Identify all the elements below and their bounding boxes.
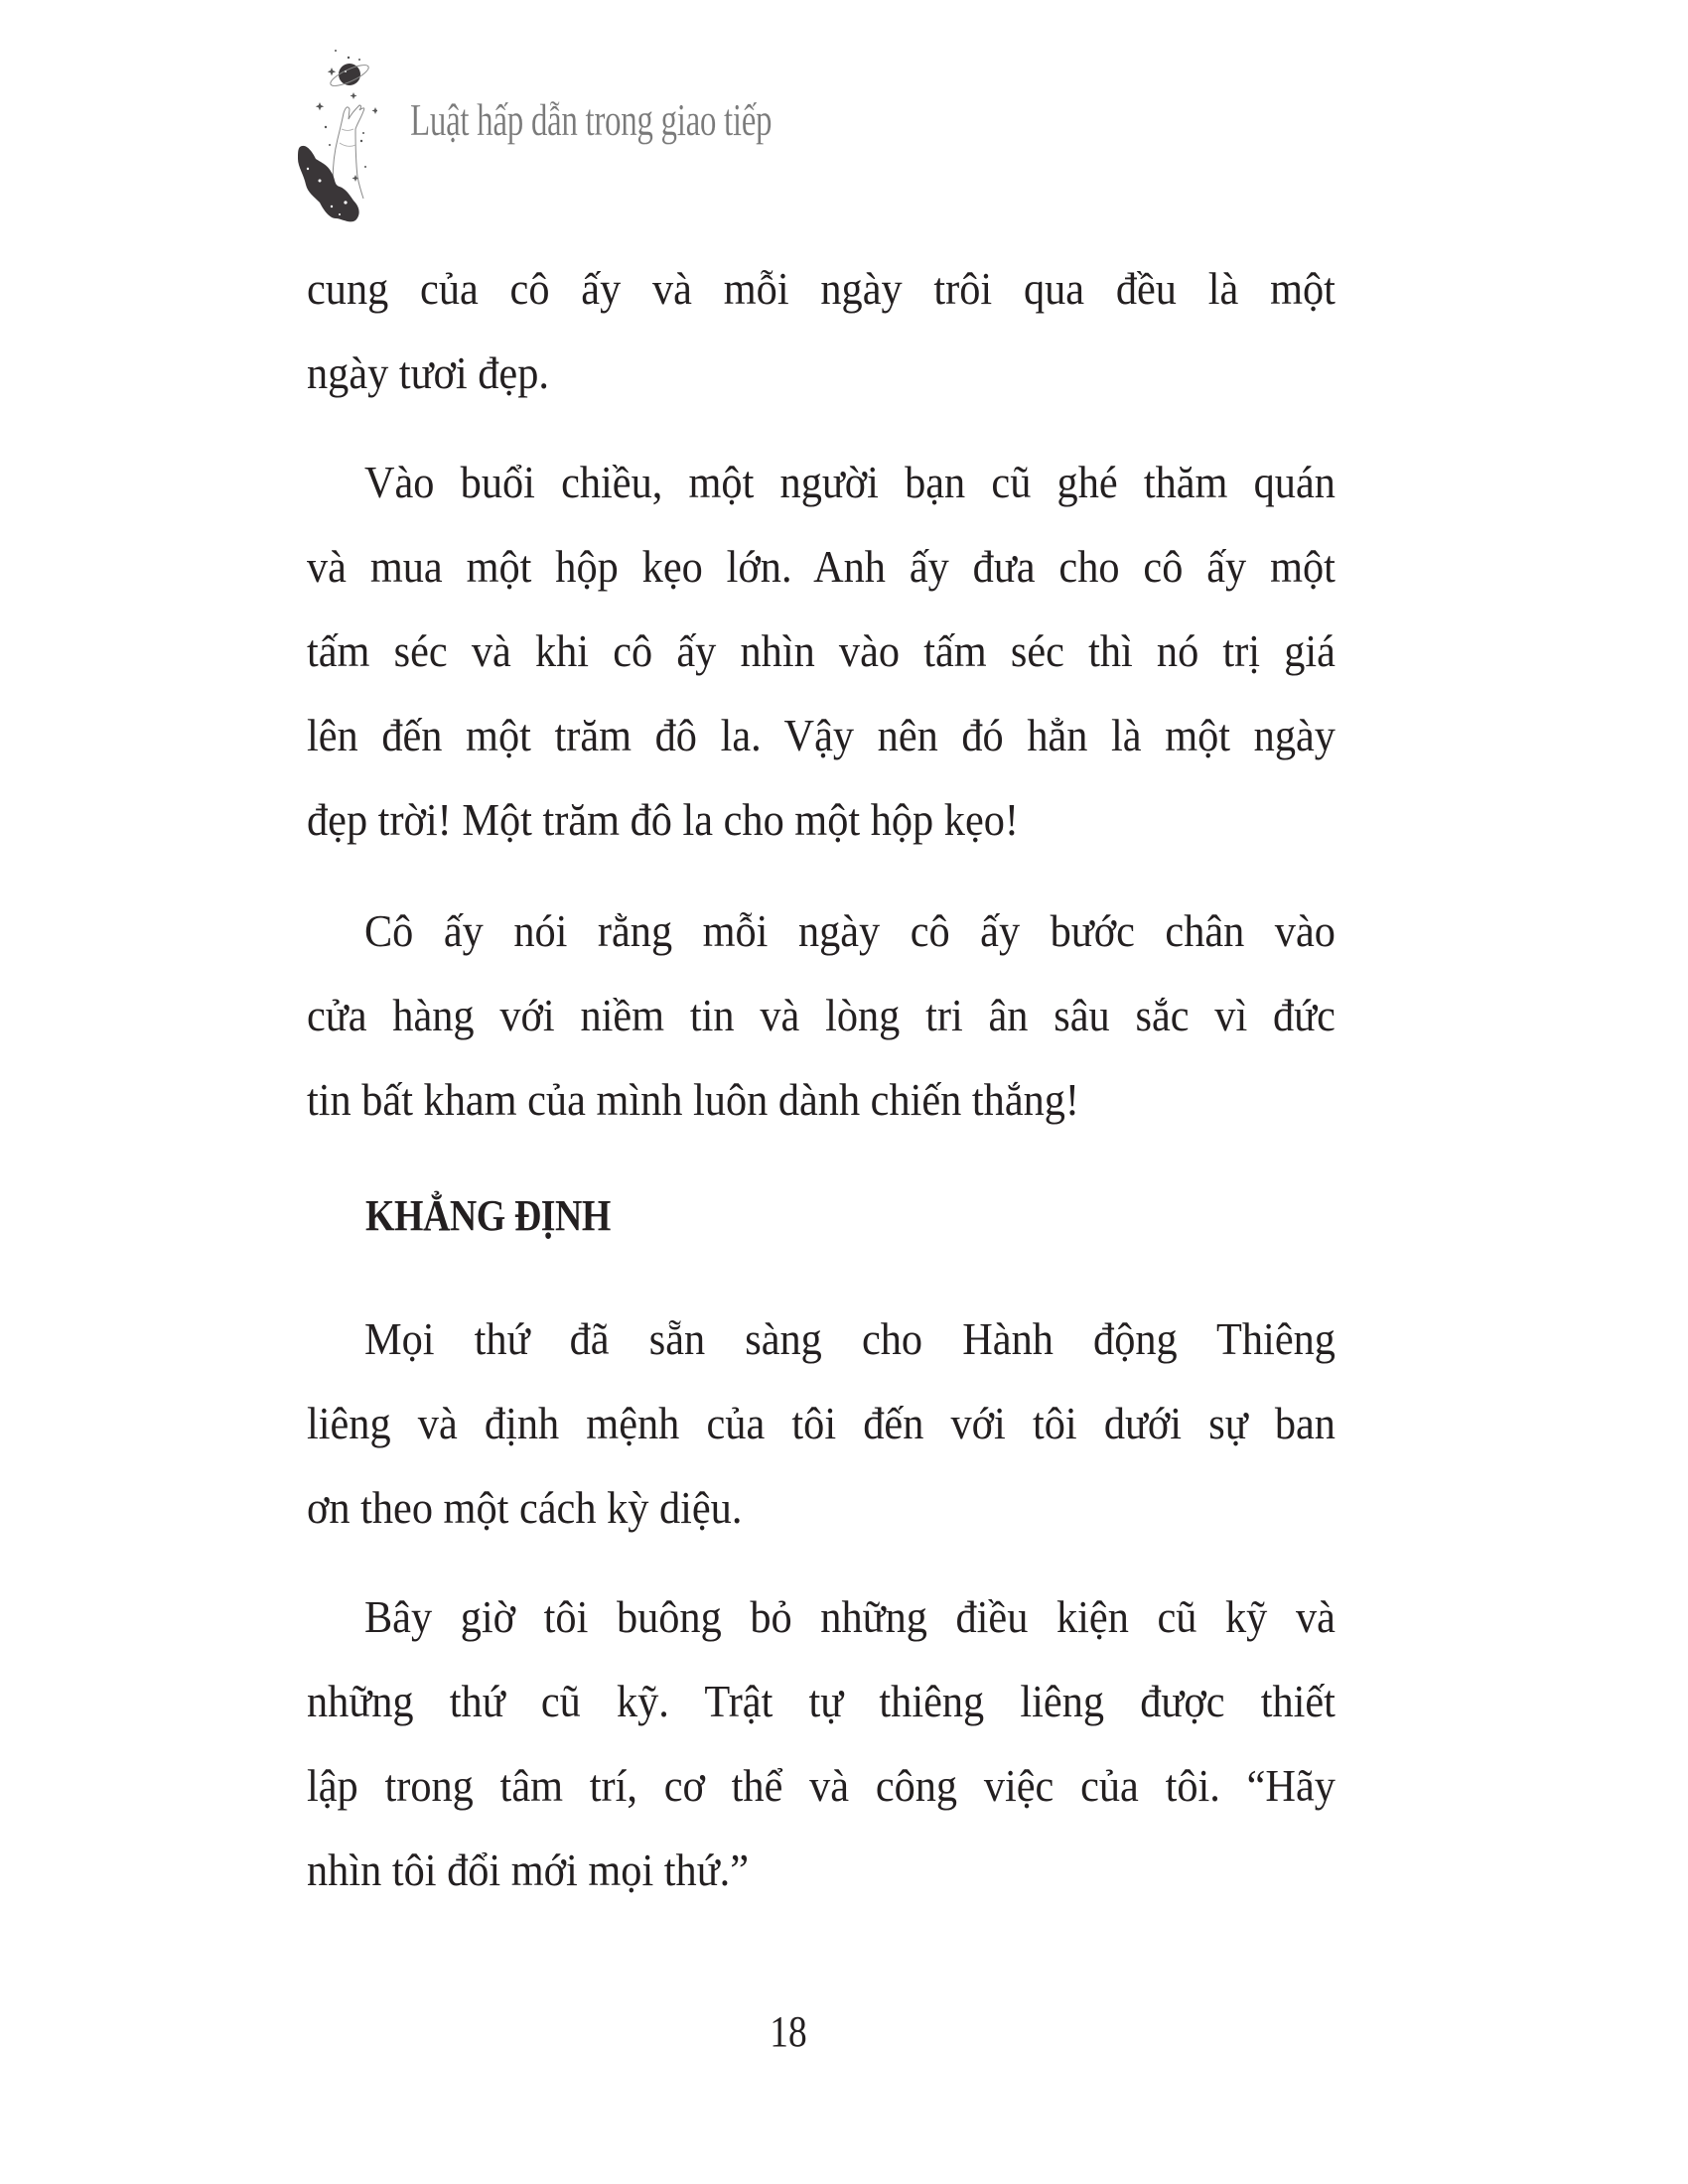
text-line: và mua một hộp kẹo lớn. Anh ấy đưa cho cô ấy một (307, 541, 1336, 592)
text-line: cửa hàng với niềm tin và lòng tri ân sâu sắc vì đức (307, 990, 1336, 1040)
text-line: lên đến một trăm đô la. Vậy nên đó hẳn là một ngày (307, 710, 1336, 760)
text-line: Mọi thứ đã sẵn sàng cho Hành động Thiêng (363, 1313, 1336, 1364)
affirmation-paragraph (307, 1297, 1336, 1550)
paragraph (307, 440, 1336, 862)
text-line: Cô ấy nói rằng mỗi ngày cô ấy bước chân vào (363, 905, 1336, 956)
text-line: đẹp trời! Một trăm đô la cho một hộp kẹo! (307, 794, 1019, 845)
page-number: 18 (770, 2007, 807, 2056)
text-line: nhìn tôi đổi mới mọi thứ.” (307, 1844, 750, 1895)
text-line: liêng và định mệnh của tôi đến với tôi dưới sự ban (307, 1398, 1336, 1448)
section-heading: KHẲNG ĐỊNH (365, 1191, 611, 1240)
paragraph (307, 888, 1336, 1142)
running-title: Luật hấp dẫn trong giao tiếp (410, 94, 773, 145)
text-line: ngày tươi đẹp. (307, 347, 549, 398)
text-line: ơn theo một cách kỳ diệu. (307, 1482, 743, 1533)
affirmation-paragraph (307, 1574, 1336, 1912)
paragraph-continuation (307, 246, 1336, 415)
text-line: Vào buổi chiều, một người bạn cũ ghé thăm quán (363, 457, 1336, 507)
text-line: cung của cô ấy và mỗi ngày trôi qua đều là một (307, 263, 1336, 314)
text-line: tin bất kham của mình luôn dành chiến thắng! (307, 1074, 1080, 1125)
text-line: tấm séc và khi cô ấy nhìn vào tấm séc thì nó trị giá (307, 625, 1336, 676)
hand-reaching-planet-icon (294, 48, 377, 222)
text-line: Bây giờ tôi buông bỏ những điều kiện cũ kỹ và (363, 1591, 1336, 1642)
text-line: lập trong tâm trí, cơ thể và công việc của tôi. “Hãy (307, 1760, 1336, 1811)
text-line: những thứ cũ kỹ. Trật tự thiêng liêng được thiết (307, 1676, 1336, 1726)
